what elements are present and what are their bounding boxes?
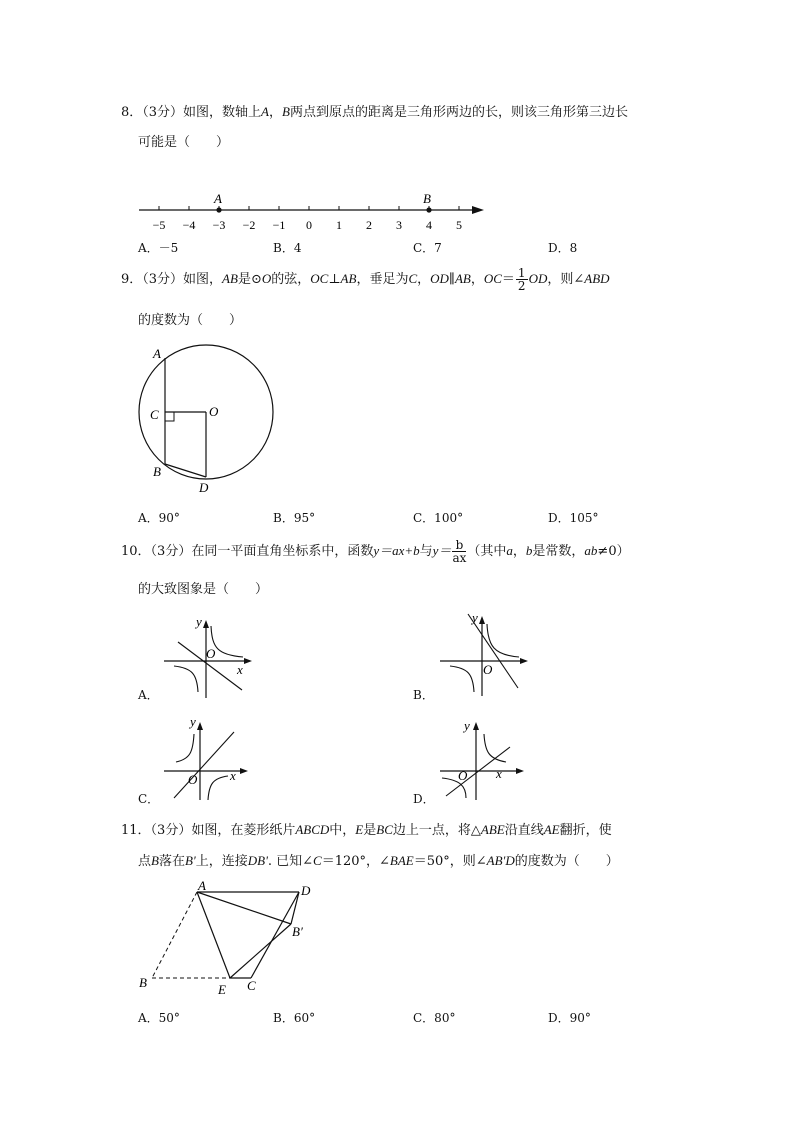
- q10-stem-line2: 的大致图象是（ ）: [138, 582, 269, 597]
- q11-stem-line2: 点B落在B'上，连接DB'. 已知∠C＝120°，∠BAE＝50°，则∠AB'D的度数为（ ）: [138, 853, 619, 869]
- q10-b-o-label: O: [483, 662, 493, 677]
- q9-option-a[interactable]: A．90°: [138, 511, 180, 525]
- q11-option-c[interactable]: C．80°: [413, 1011, 456, 1025]
- q11-label-d: D: [301, 883, 311, 898]
- q8-tick-label: 5: [456, 218, 462, 232]
- q9-label-c: C: [150, 407, 159, 422]
- q10-c-y-label: y: [190, 714, 196, 729]
- q11-stem-line1: 11．（3分）如图，在菱形纸片ABCD中，E是BC边上一点，将△ABE沿直线AE翻折，使: [121, 822, 612, 838]
- q10-stem-line1: 10．（3分）在同一平面直角坐标系中，函数y＝ax+b与y＝ $\frac{b}{ax}$ （其中a，b是常数，ab≠0）: [121, 538, 630, 565]
- q9-label-a: A: [153, 346, 161, 361]
- q9-label-o: O: [209, 404, 219, 419]
- q8-point-a-dot: [216, 207, 221, 212]
- q9-option-c[interactable]: C．100°: [413, 511, 464, 525]
- q9-circle-figure: [130, 340, 290, 500]
- q11-option-a[interactable]: A．50°: [138, 1011, 180, 1025]
- q8-option-a[interactable]: A．－5: [138, 241, 179, 255]
- q8-stem-line2: 可能是（ ）: [138, 135, 230, 150]
- q8-point-a-label: A: [214, 191, 222, 206]
- q11-rhombus-figure: [130, 878, 330, 998]
- q9-stem-line2: 的度数为（ ）: [138, 313, 243, 328]
- q9-label-d: D: [199, 480, 209, 495]
- q9-option-d[interactable]: D．105°: [548, 511, 599, 525]
- q10-d-y-label: y: [464, 718, 470, 733]
- q8-tick-label: −3: [212, 218, 226, 232]
- q10-graph-a: [160, 612, 260, 702]
- q10-graph-b: [436, 610, 536, 700]
- q8-point-b-dot: [426, 207, 431, 212]
- q10-d-x-label: x: [496, 766, 502, 781]
- q10-a-y-label: y: [196, 614, 202, 629]
- q8-option-b[interactable]: B．4: [273, 241, 302, 255]
- q8-tick-label: 3: [396, 218, 402, 232]
- q8-tick-label: 2: [366, 218, 372, 232]
- q10-option-c[interactable]: C．: [138, 792, 160, 806]
- q10-fraction: $\frac{b}{ax}$: [452, 538, 467, 565]
- q8-option-d[interactable]: D．8: [548, 241, 578, 255]
- q11-option-b[interactable]: B．60°: [273, 1011, 316, 1025]
- q10-c-o-label: O: [188, 772, 198, 787]
- q8-tick-label: −2: [242, 218, 256, 232]
- q11-label-bprime: B′: [292, 924, 303, 939]
- q8-option-c[interactable]: C．7: [413, 241, 442, 255]
- q8-tick-label: −4: [182, 218, 196, 232]
- q8-tick-label: −1: [272, 218, 286, 232]
- q10-b-y-label: y: [472, 610, 478, 625]
- q10-d-o-label: O: [458, 768, 468, 783]
- q10-option-a[interactable]: A．: [138, 688, 159, 702]
- q8-point-b-label: B: [423, 191, 431, 206]
- q11-label-b: B: [139, 975, 147, 990]
- q8-stem-line1: 8．（3分）如图，数轴上A，B两点到原点的距离是三角形两边的长，则该三角形第三边长: [121, 104, 628, 120]
- q11-label-c: C: [247, 978, 256, 993]
- q9-stem-line1: 9．（3分）如图，AB是⊙O的弦，OC⊥AB，垂足为C，OD∥AB，OC＝ $\frac{1}{2}$ OD，则∠ABD: [121, 266, 610, 293]
- q10-c-x-label: x: [230, 768, 236, 783]
- q8-tick-label: 4: [426, 218, 432, 232]
- q9-label-b: B: [153, 464, 161, 479]
- q10-a-x-label: x: [237, 662, 243, 677]
- q9-option-b[interactable]: B．95°: [273, 511, 316, 525]
- q10-graph-c: [160, 714, 260, 804]
- q8-tick-label: 0: [306, 218, 312, 232]
- q9-fraction: $\frac{1}{2}$: [517, 266, 526, 293]
- q11-label-a: A: [198, 878, 206, 893]
- q11-label-e: E: [218, 982, 226, 997]
- q10-a-o-label: O: [206, 646, 216, 661]
- q10-graph-d: [436, 714, 536, 804]
- q10-option-b[interactable]: B．: [413, 688, 434, 702]
- q8-number-line: [0, 185, 794, 235]
- q10-option-d[interactable]: D．: [413, 792, 435, 806]
- q8-tick-label: 1: [336, 218, 342, 232]
- q11-option-d[interactable]: D．90°: [548, 1011, 591, 1025]
- q8-tick-label: −5: [152, 218, 166, 232]
